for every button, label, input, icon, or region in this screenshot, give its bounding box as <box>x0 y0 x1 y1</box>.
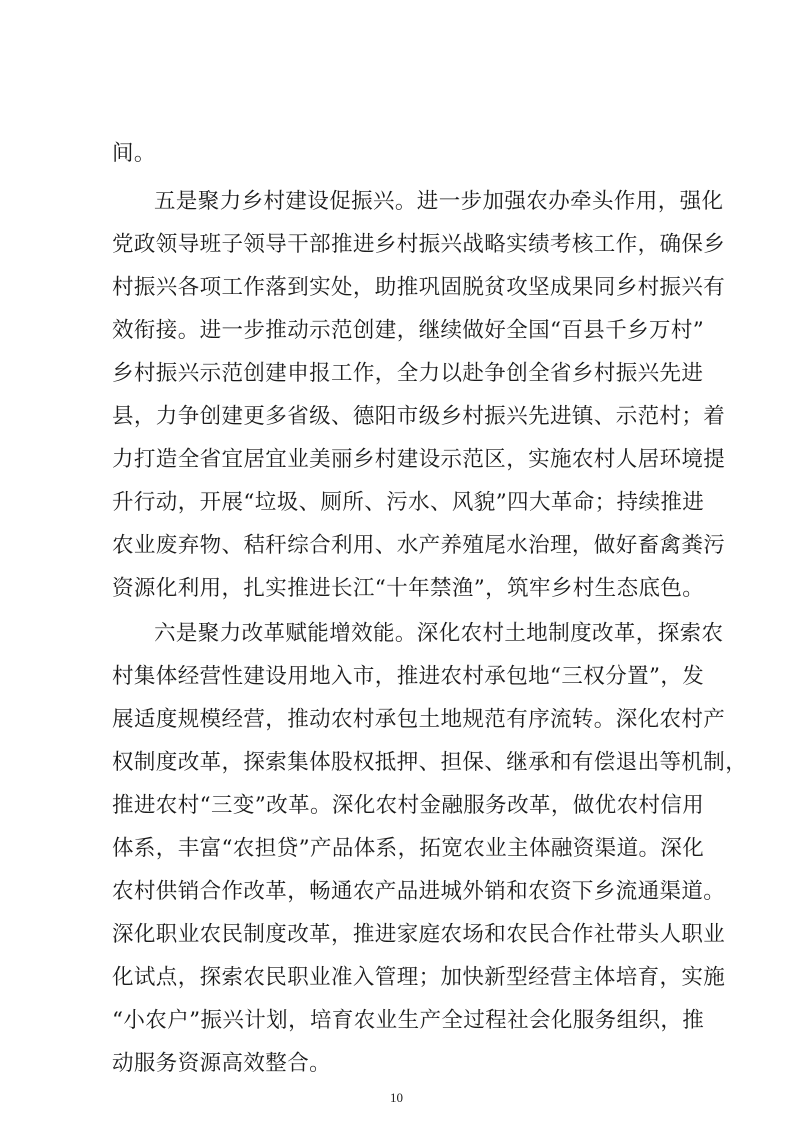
text-line: 推进农村“三变”改革。深化农村金融服务改革，做优农村信用 <box>112 793 705 818</box>
text-line: “小农户”振兴计划，培育农业生产全过程社会化服务组织，推 <box>112 1008 705 1033</box>
text-line: 深化职业农民制度改革，推进家庭农场和农民合作社带头人职业 <box>112 922 726 947</box>
text-line: 县，力争创建更多省级、德阳市级乡村振兴先进镇、示范村；着 <box>112 404 726 429</box>
paragraph-6-first-line: 六是聚力改革赋能增效能。深化农村土地制度改革，探索农 <box>154 621 724 646</box>
paragraph-5-first-line: 五是聚力乡村建设促振兴。进一步加强农办牵头作用，强化 <box>154 189 724 214</box>
text-line: 权制度改革，探索集体股权抵押、担保、继承和有偿退出等机制， <box>112 750 748 775</box>
text-line: 化试点，探索农民职业准入管理；加快新型经营主体培育，实施 <box>112 965 726 990</box>
text-line: 乡村振兴示范创建申报工作，全力以赴争创全省乡村振兴先进 <box>112 361 704 386</box>
text-line: 农村供销合作改革，畅通农产品进城外销和农资下乡流通渠道。 <box>112 879 726 904</box>
text-line: 动服务资源高效整合。 <box>112 1051 332 1076</box>
text-line: 间。 <box>112 141 156 166</box>
text-line: 升行动，开展“垃圾、厕所、污水、风貌”四大革命；持续推进 <box>112 490 705 515</box>
text-line: 体系，丰富“农担贷”产品体系，拓宽农业主体融资渠道。深化 <box>112 836 705 861</box>
text-line: 农业废弃物、秸秆综合利用、水产养殖尾水治理，做好畜禽粪污 <box>112 533 726 558</box>
text-line: 展适度规模经营，推动农村承包土地规范有序流转。深化农村产 <box>112 707 726 732</box>
text-line: 村集体经营性建设用地入市，推进农村承包地“三权分置”，发 <box>112 664 705 689</box>
text-line: 资源化利用，扎实推进长江“十年禁渔”，筑牢乡村生态底色。 <box>112 576 705 601</box>
text-line: 村振兴各项工作落到实处，助推巩固脱贫攻坚成果同乡村振兴有 <box>112 275 726 300</box>
page-number: 10 <box>390 1090 403 1105</box>
text-line: 党政领导班子领导干部推进乡村振兴战略实绩考核工作，确保乡 <box>112 232 726 257</box>
text-line: 力打造全省宜居宜业美丽乡村建设示范区，实施农村人居环境提 <box>112 447 726 472</box>
text-line: 效衔接。进一步推动示范创建，继续做好全国“百县千乡万村” <box>112 318 705 343</box>
